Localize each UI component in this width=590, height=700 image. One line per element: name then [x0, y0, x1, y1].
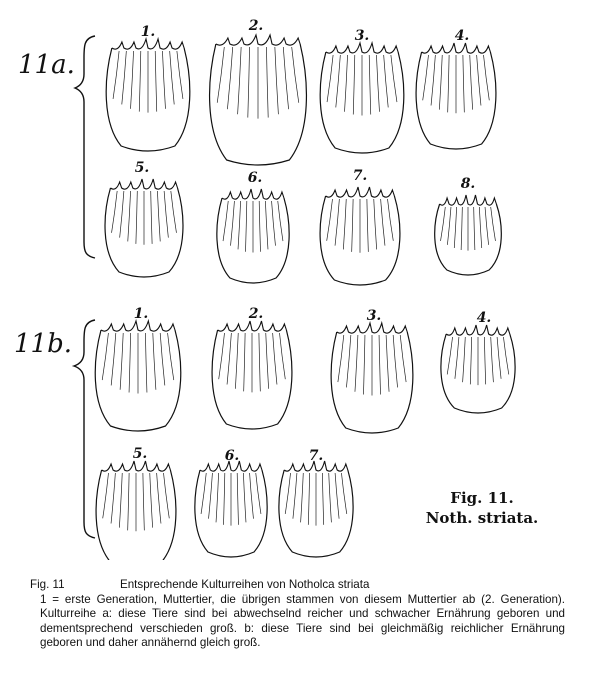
- figure-title: [412, 488, 552, 528]
- lorica-stria: [120, 333, 123, 390]
- group-11a-specimen-3: [320, 28, 404, 153]
- lorica-spines: [440, 195, 497, 205]
- specimen-number: 3.: [366, 308, 382, 324]
- lorica-stria: [355, 335, 358, 392]
- lorica-stria: [162, 51, 165, 109]
- group-label-11a: 11a.: [18, 50, 75, 80]
- lorica-stria: [280, 333, 286, 379]
- figure-title-species: Noth. striata.: [425, 509, 539, 527]
- group-11b-specimen-6: [195, 448, 267, 557]
- group-11b-specimen-1: [95, 306, 181, 431]
- lorica-stria: [223, 201, 228, 241]
- lorica-stria: [474, 207, 475, 250]
- lorica-stria: [157, 473, 161, 524]
- lorica-stria: [120, 191, 124, 238]
- lorica-stria: [470, 55, 473, 110]
- lorica-stria: [391, 55, 397, 102]
- lorica-stria: [235, 333, 238, 389]
- lorica-stria: [151, 191, 152, 244]
- lorica-stria: [374, 199, 377, 249]
- lorica-stria: [352, 199, 353, 252]
- group-11a-specimen-7: [320, 168, 400, 285]
- lorica-stria: [463, 337, 466, 382]
- figure-caption: [30, 578, 565, 651]
- lorica-stria: [278, 201, 283, 241]
- lorica-stria: [248, 47, 250, 118]
- lorica-stria: [491, 337, 494, 382]
- lorica-stria: [209, 473, 213, 519]
- group-label-11b: 11b.: [14, 329, 72, 359]
- lorica-spines: [112, 39, 184, 49]
- lorica-stria: [376, 55, 379, 112]
- lorica-stria: [283, 47, 288, 109]
- group-11a-specimen-8: [435, 176, 502, 275]
- lorica-stria: [447, 207, 451, 245]
- lorica-stria: [497, 337, 501, 379]
- lorica-stria: [155, 51, 157, 112]
- lorica-stria: [227, 333, 231, 384]
- specimen-group-11a: [105, 18, 501, 285]
- lorica-stria: [341, 473, 346, 514]
- specimen-number: 4.: [476, 310, 492, 326]
- lorica-stria: [454, 207, 456, 248]
- lorica-stria: [379, 335, 380, 395]
- specimen-number: 1.: [133, 306, 149, 322]
- group-11a-specimen-6: [217, 170, 289, 283]
- lorica-stria: [111, 333, 116, 385]
- lorica-stria: [160, 333, 165, 385]
- brace-11b: [74, 320, 95, 538]
- lorica-stria: [336, 55, 341, 107]
- figure-title-number: Fig. 11.: [450, 489, 514, 507]
- lorica-stria: [338, 335, 344, 382]
- lorica-stria: [259, 333, 260, 391]
- lorica-stria: [224, 473, 225, 525]
- specimen-number: 7.: [308, 448, 324, 464]
- lorica-stria: [227, 47, 232, 109]
- caption-figure-ref: Fig. 11: [30, 578, 65, 591]
- lorica-stria: [216, 473, 219, 522]
- lorica-stria: [439, 55, 442, 110]
- specimen-number: 5.: [132, 446, 148, 462]
- lorica-stria: [335, 473, 339, 519]
- lorica-stria: [238, 201, 241, 249]
- lorica-stria: [393, 335, 397, 387]
- lorica-stria: [293, 473, 297, 519]
- lorica-stria: [136, 191, 137, 244]
- lorica-stria: [455, 337, 459, 379]
- lorica-stria: [201, 473, 206, 514]
- lorica-stria: [231, 201, 235, 246]
- lorica-stria: [329, 473, 332, 522]
- lorica-spines: [110, 179, 177, 189]
- lorica-stria: [447, 337, 452, 374]
- lorica-stria: [346, 335, 350, 387]
- group-11a-specimen-1: [106, 24, 190, 151]
- lorica-spines: [446, 325, 510, 335]
- lorica-stria: [386, 335, 389, 392]
- specimen-number: 6.: [247, 170, 263, 186]
- lorica-stria: [219, 333, 225, 379]
- lorica-stria: [150, 473, 153, 528]
- lorica-stria: [250, 473, 254, 519]
- lorica-stria: [112, 191, 118, 233]
- specimen-number: 5.: [134, 160, 150, 176]
- specimen-number: 3.: [354, 28, 370, 44]
- lorica-stria: [265, 201, 268, 249]
- lorica-stria: [143, 473, 144, 530]
- lorica-stria: [164, 191, 168, 238]
- lorica-stria: [388, 199, 394, 241]
- lorica-stria: [343, 199, 346, 249]
- lorica-stria: [103, 473, 109, 518]
- caption-body: 1 = erste Generation, Muttertier, die übrigen stammen von diesem Muttertier ab (2. Generation). Kulturreihe a: diese Tiere sind bei abwechselnd reicher und schwacher Ernährung geboren und dementsprechend verschieden groß. b: diese Tiere sind bei gleichmäßig reichlicher Ernährung geboren und daher annähernd gleich groß.: [40, 592, 565, 650]
- lorica-spines: [218, 321, 287, 331]
- lorica-stria: [217, 47, 224, 103]
- lorica-stria: [285, 473, 290, 514]
- brace-11a: [75, 36, 95, 258]
- lorica-stria: [238, 47, 242, 114]
- lorica-stria: [441, 207, 446, 241]
- lorica-stria: [503, 337, 508, 374]
- group-11b-specimen-7: [279, 448, 353, 557]
- lorica-spines: [222, 189, 284, 199]
- lorica-stria: [400, 335, 406, 382]
- lorica-stria: [153, 333, 156, 390]
- lorica-stria: [145, 333, 147, 393]
- lorica-stria: [345, 55, 348, 112]
- lorica-stria: [327, 55, 333, 102]
- lorica-stria: [308, 473, 309, 525]
- lorica-stria: [363, 335, 364, 395]
- lorica-stria: [381, 199, 385, 246]
- lorica-stria: [448, 55, 449, 112]
- lorica-stria: [128, 191, 131, 241]
- lorica-stria: [484, 337, 485, 384]
- lorica-spines: [337, 323, 408, 333]
- lorica-stria: [113, 51, 119, 99]
- lorica-stria: [322, 473, 323, 525]
- group-11b-specimen-2: [212, 306, 292, 429]
- lorica-stria: [327, 199, 333, 241]
- group-11b-specimen-5: [96, 446, 176, 560]
- lorica-spines: [326, 187, 395, 197]
- lorica-stria: [485, 207, 489, 245]
- lorica-spines: [326, 43, 398, 53]
- specimen-number: 6.: [224, 448, 240, 464]
- lorica-stria: [273, 333, 277, 384]
- lorica-stria: [131, 51, 134, 109]
- lorica-spines: [102, 461, 171, 471]
- specimen-number: 1.: [140, 24, 156, 40]
- lorica-stria: [111, 473, 115, 524]
- specimen-number: 2.: [248, 306, 264, 322]
- specimen-number: 8.: [460, 176, 476, 192]
- lorica-stria: [259, 201, 260, 252]
- lorica-stria: [477, 55, 481, 106]
- lorica-stria: [164, 473, 170, 518]
- lorica-spines: [101, 321, 175, 331]
- specimen-number: 4.: [454, 28, 470, 44]
- group-11a-specimen-2: [210, 18, 307, 165]
- lorica-stria: [129, 333, 131, 393]
- group-11b-specimen-3: [331, 308, 413, 433]
- lorica-stria: [177, 51, 183, 99]
- lorica-stria: [353, 55, 355, 115]
- lorica-stria: [491, 207, 496, 241]
- lorica-stria: [122, 51, 127, 104]
- lorica-stria: [119, 473, 122, 528]
- specimen-number: 7.: [352, 168, 368, 184]
- lorica-stria: [170, 51, 175, 104]
- lorica-stria: [102, 333, 108, 380]
- lorica-stria: [243, 473, 246, 522]
- lorica-stria: [244, 333, 245, 391]
- lorica-stria: [272, 201, 276, 246]
- lorica-stria: [266, 333, 269, 389]
- lorica-stria: [461, 207, 462, 250]
- group-11b-specimen-4: [441, 310, 515, 413]
- lorica-stria: [470, 337, 471, 384]
- lorica-stria: [266, 47, 268, 118]
- lorica-stria: [275, 47, 279, 114]
- lorica-spines: [216, 35, 300, 45]
- lorica-stria: [128, 473, 129, 530]
- group-11a-specimen-4: [416, 28, 496, 149]
- lorica-stria: [139, 51, 141, 112]
- caption-heading: Entsprechende Kulturreihen von Notholca striata: [120, 578, 370, 591]
- specimen-number: 2.: [248, 18, 264, 34]
- lorica-stria: [484, 55, 490, 100]
- lorica-stria: [384, 55, 389, 107]
- lorica-stria: [463, 55, 464, 112]
- lorica-stria: [301, 473, 304, 522]
- lorica-stria: [256, 473, 261, 514]
- lorica-stria: [171, 191, 177, 233]
- lorica-stria: [292, 47, 299, 103]
- lorica-stria: [246, 201, 247, 252]
- lorica-stria: [237, 473, 238, 525]
- lorica-stria: [335, 199, 339, 246]
- lorica-stria: [479, 207, 481, 248]
- lorica-stria: [168, 333, 174, 380]
- lorica-spines: [422, 43, 491, 53]
- lorica-stria: [423, 55, 429, 100]
- lorica-stria: [431, 55, 435, 106]
- group-11a-specimen-5: [105, 160, 183, 277]
- caption-heading-row: [30, 578, 565, 593]
- lorica-stria: [157, 191, 160, 241]
- lorica-stria: [369, 55, 371, 115]
- lorica-stria: [367, 199, 368, 252]
